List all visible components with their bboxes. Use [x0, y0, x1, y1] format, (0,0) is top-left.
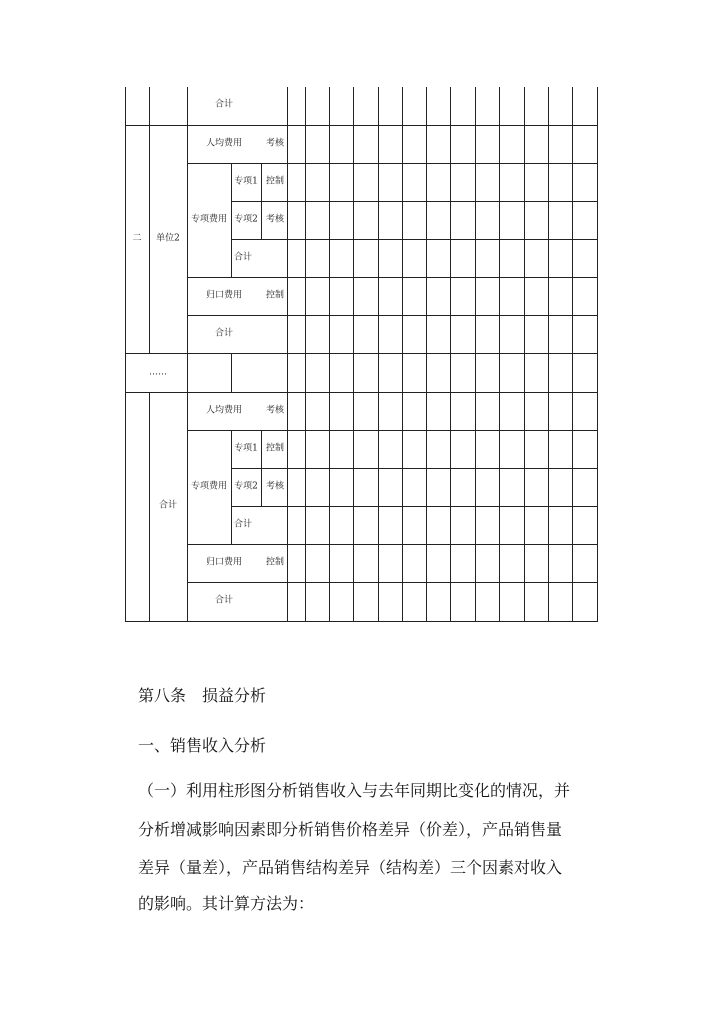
grid-line-h — [187, 544, 598, 545]
grid-line-v — [305, 87, 306, 622]
unit2-per-capita-type: 考核 — [265, 138, 285, 149]
grid-line-h — [187, 315, 598, 316]
ellipsis-row: …… — [149, 367, 167, 378]
unit2-index: 二 — [132, 233, 142, 244]
grid-line-v — [426, 87, 427, 622]
total-special2-label: 专项2 — [234, 481, 258, 492]
grid-line-full — [125, 392, 598, 393]
total-special-subtotal: 合计 — [233, 519, 253, 530]
grid-line-v — [231, 430, 232, 545]
total-central-label: 归口费用 — [205, 557, 243, 568]
paragraph-line-1: （一）利用柱形图分析销售收入与去年同期比变化的情况，并 — [138, 781, 571, 800]
grid-line-full — [125, 125, 598, 126]
grid-line-v — [187, 87, 188, 622]
grid-line-v — [287, 353, 288, 622]
grid-line-v — [402, 87, 403, 622]
unit2-special2-type: 考核 — [265, 214, 285, 225]
grid-line-v — [524, 87, 525, 622]
unit2-name: 单位2 — [156, 233, 180, 244]
total-per-capita-type: 考核 — [265, 405, 285, 416]
grid-line-v — [450, 87, 451, 622]
grid-line-v — [378, 87, 379, 622]
unit2-special1-type: 控制 — [265, 176, 285, 187]
grid-line-h — [187, 582, 598, 583]
section-one-subtotal: 合计 — [214, 99, 234, 110]
unit2-special-subtotal: 合计 — [233, 252, 253, 263]
unit2-block-subtotal: 合计 — [214, 328, 234, 339]
total-per-capita-label: 人均费用 — [205, 405, 243, 416]
section-heading: 一、销售收入分析 — [138, 736, 267, 755]
grid-line-v — [149, 87, 150, 354]
expense-table — [125, 87, 597, 621]
grid-border-left — [125, 87, 126, 622]
unit2-central-label: 归口费用 — [205, 290, 243, 301]
grid-line-v — [597, 87, 598, 622]
unit2-central-type: 控制 — [265, 290, 285, 301]
total-special-group: 专项费用 — [190, 481, 228, 492]
grid-line-v — [231, 163, 232, 278]
grid-line-v — [329, 87, 330, 622]
grid-line-v — [261, 430, 262, 507]
unit2-special1-label: 专项1 — [234, 176, 258, 187]
article-title: 第八条 损益分析 — [138, 686, 267, 705]
grid-line-v — [572, 87, 573, 622]
grid-line-v — [149, 392, 150, 622]
grid-line-v — [499, 87, 500, 622]
grid-line-v — [548, 87, 549, 622]
grid-line-v — [261, 163, 262, 240]
unit2-per-capita-label: 人均费用 — [205, 138, 243, 149]
grid-line-v — [287, 125, 288, 354]
paragraph-line-4: 的影响。其计算方法为： — [138, 894, 315, 913]
total-special2-type: 考核 — [265, 481, 285, 492]
total-special1-type: 控制 — [265, 443, 285, 454]
grid-line-v — [287, 87, 288, 126]
unit2-special2-label: 专项2 — [234, 214, 258, 225]
grid-line-h — [187, 277, 598, 278]
grid-line-full — [125, 353, 598, 354]
paragraph-line-3: 差异（量差），产品销售结构差异（结构差）三个因素对收入 — [138, 858, 563, 877]
total-block-name: 合计 — [158, 500, 178, 511]
total-central-type: 控制 — [265, 557, 285, 568]
total-block-subtotal: 合计 — [214, 595, 234, 606]
grid-line-v — [231, 353, 232, 393]
total-special1-label: 专项1 — [234, 443, 258, 454]
unit2-special-group: 专项费用 — [190, 214, 228, 225]
grid-line-h — [187, 163, 598, 164]
grid-line-v — [475, 87, 476, 622]
grid-line-h — [187, 430, 598, 431]
grid-line-v — [353, 87, 354, 622]
paragraph-line-2: 分析增减影响因素即分析销售价格差异（价差），产品销售量 — [138, 820, 563, 839]
grid-line-full — [125, 621, 598, 622]
